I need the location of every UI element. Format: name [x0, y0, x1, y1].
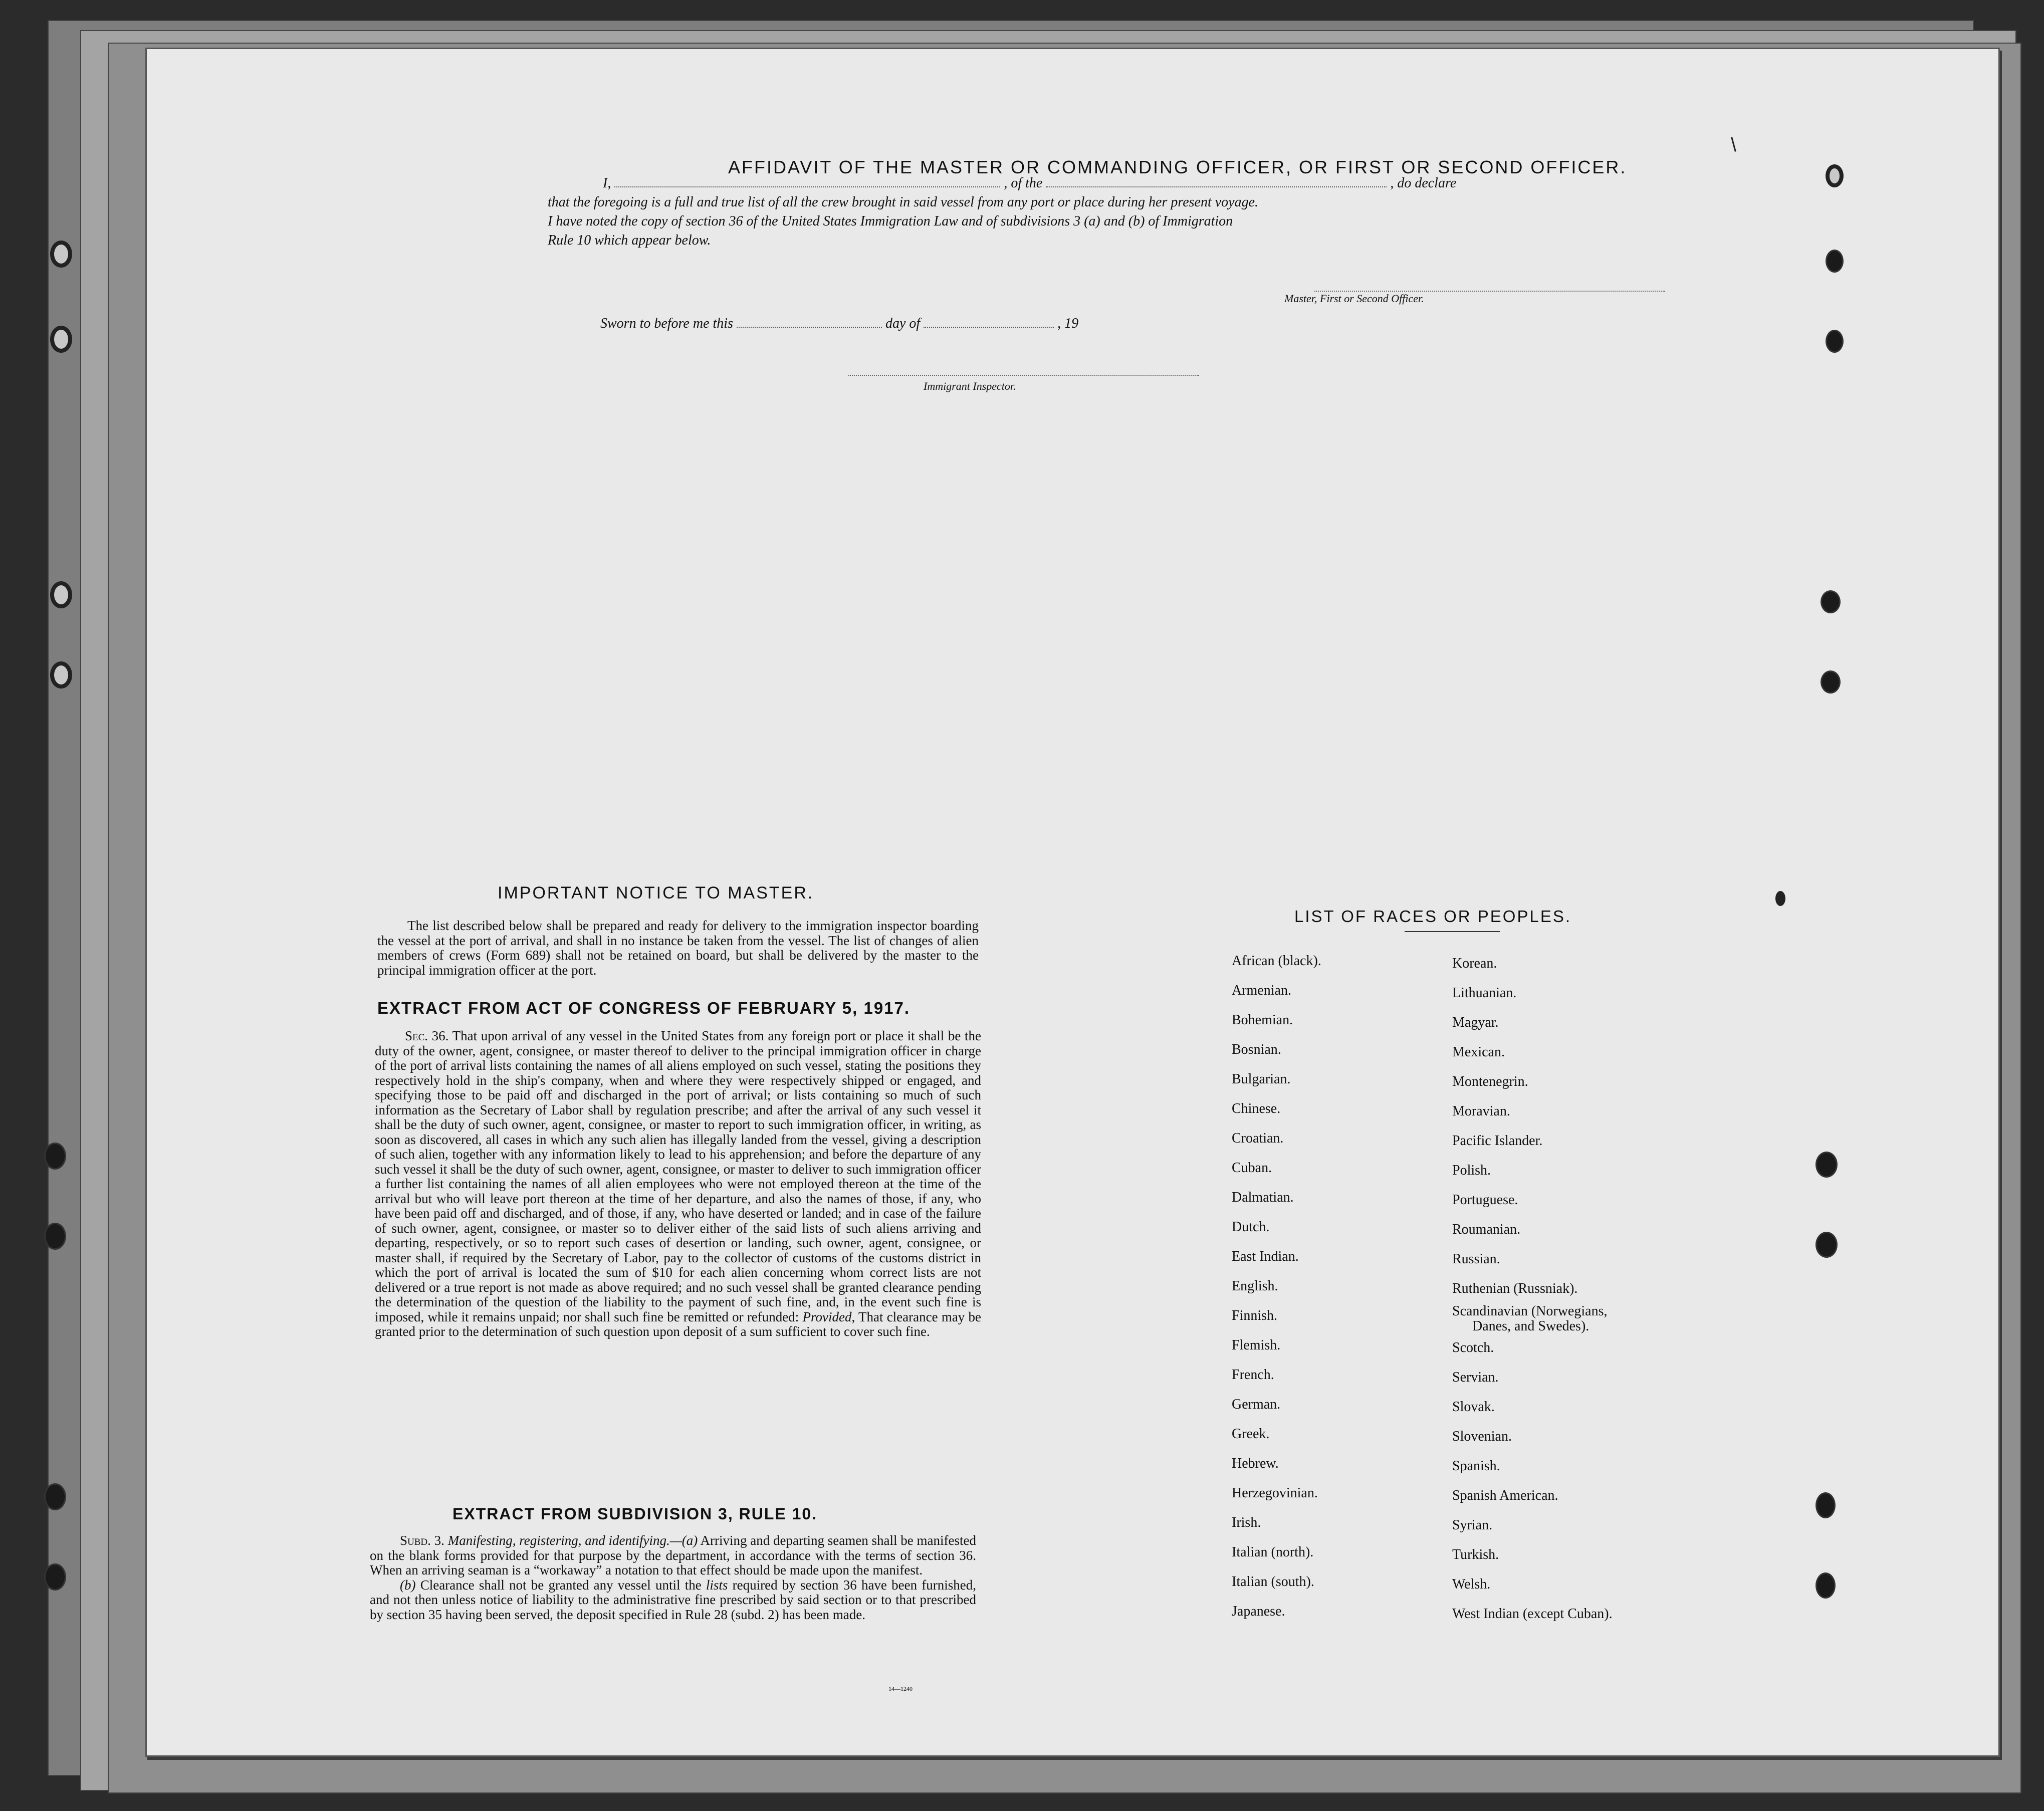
race-item: German. — [1232, 1397, 1281, 1412]
rule-body — [370, 1533, 976, 1622]
race-item: Danes, and Swedes). — [1472, 1318, 1589, 1334]
race-item: Japanese. — [1232, 1604, 1285, 1619]
race-item: Finnish. — [1232, 1308, 1278, 1323]
race-item: Roumanian. — [1452, 1222, 1521, 1237]
binder-hole — [44, 1223, 66, 1250]
race-item: Scotch. — [1452, 1340, 1494, 1355]
race-item: Slovak. — [1452, 1399, 1495, 1415]
binder-hole — [44, 1563, 66, 1591]
sworn-label: Sworn to before me this — [600, 316, 733, 331]
race-item: Russian. — [1452, 1251, 1500, 1267]
race-item: Moravian. — [1452, 1103, 1510, 1119]
race-item: Scandinavian (Norwegians, — [1452, 1303, 1608, 1319]
master-signature-line[interactable] — [1314, 281, 1665, 292]
race-item: Turkish. — [1452, 1547, 1499, 1562]
affidavit-title: AFFIDAVIT OF THE MASTER OR COMMANDING OFFICER, OR FIRST OR SECOND OFFICER. — [728, 157, 1627, 177]
race-item: East Indian. — [1232, 1249, 1299, 1264]
punch-hole — [1821, 590, 1841, 613]
races-title-underline — [1405, 931, 1500, 932]
notice-text: The list described below shall be prepared and ready for delivery to the immigration inspector boarding the vessel at the port of arrival, and shall in no instance be taken from the vessel. The list of changes of alien members of crews (Form 689) shall not be retained on board, but shall be delivered by the master to the principal immigration officer at the port. — [377, 918, 979, 978]
race-item: West Indian (except Cuban). — [1452, 1606, 1613, 1622]
act-title: EXTRACT FROM ACT OF CONGRESS OF FEBRUARY 5, 1917. — [377, 999, 911, 1017]
race-item: Herzegovinian. — [1232, 1485, 1318, 1501]
name-blank[interactable] — [614, 174, 1000, 187]
race-item: Italian (north). — [1232, 1544, 1314, 1560]
race-item: Dutch. — [1232, 1219, 1270, 1235]
race-item: African (black). — [1232, 953, 1321, 969]
race-item: Montenegrin. — [1452, 1074, 1528, 1089]
race-item: Bohemian. — [1232, 1012, 1293, 1028]
punch-hole — [1815, 1152, 1838, 1178]
race-item: Welsh. — [1452, 1576, 1491, 1592]
race-item: Spanish American. — [1452, 1488, 1558, 1503]
notice-body — [377, 919, 979, 978]
race-item: Korean. — [1452, 956, 1497, 971]
race-item: Slovenian. — [1452, 1429, 1512, 1444]
punch-hole — [1826, 330, 1844, 353]
affidavit-declare: , do declare — [1390, 175, 1457, 191]
affidavit-line-3: I have noted the copy of section 36 of the United States Immigration Law and of subdivisions 3 (a) and (b) of Immigration — [548, 213, 1233, 229]
race-item: Polish. — [1452, 1163, 1491, 1178]
race-item: Mexican. — [1452, 1044, 1505, 1060]
races-left-column — [1232, 946, 1321, 1626]
scan-mark — [1731, 137, 1736, 152]
rule-para-b-1: Clearance shall not be granted any vessel until the — [420, 1577, 702, 1593]
binder-hole — [50, 241, 72, 268]
rule-para-b-lists: lists — [706, 1577, 728, 1593]
race-item: Chinese. — [1232, 1101, 1281, 1116]
rule-para-b-2: required by section 36 have been furnished, and not then unless notice of liability to the administrative fine prescribed by said section or to that prescribed by section 35 having been served, the deposit specified in Rule 28 (subd. 2) has been made. — [370, 1577, 977, 1622]
race-item: Pacific Islander. — [1452, 1133, 1543, 1149]
race-item: French. — [1232, 1367, 1274, 1383]
affidavit-line-4: Rule 10 which appear below. — [548, 233, 711, 248]
sworn-day-blank[interactable] — [737, 315, 882, 328]
binder-hole — [44, 1143, 66, 1170]
act-text: That upon arrival of any vessel in the United States from any foreign port or place it shall be the duty of the owner, agent, consignee, or master thereof to deliver to the principal immigration officer in charge of the port of arrival lists containing the names of all aliens employed on such vessel, stating the positions they respectively hold in the ship's company, when and where they were respectively shipped or engaged, and specifying those to be paid off and discharged in the port of arrival; or lists containing so much of such information as the Secretary of Labor shall by regulation prescribe; and after the arrival of any such vessel it shall be the duty of such owner, agent, consignee, or master to report to such immigration officer, in writing, as soon as discovered, all cases in which any such alien has illegally landed from the vessel, giving a description of such alien, together with any information likely to lead to his apprehension; and before the departure of any such vessel it shall be the duty of such owner, agent, consignee, or master to deliver to such immigration officer a further list containing the names of all alien employees who were not employed thereon at the time of the arrival but who will leave port thereon at the time of her departure, and also the names of those, if any, who have been paid off and discharged, and of those, if any, who have deserted or landed; and in case of the failure of such owner, agent, consignee, or master so to deliver either of the said lists of such aliens arriving and departing, respectively, or so to report such cases of desertion or landing, such owner, agent, consignee, or master shall, if required by the Secretary of Labor, pay to the collector of customs of the customs district in which the port of arrival is located the sum of $10 for each alien concerning whom correct lists are not delivered or a true report is not made as above required; and no such vessel shall be granted clearance pending the determination of the question of the liability to the payment of such fine, and, in the event such fine is imposed, while it remains unpaid; nor shall such fine be remitted or refunded: — [375, 1028, 981, 1324]
sworn-month-blank[interactable] — [924, 315, 1054, 328]
race-item: Flemish. — [1232, 1337, 1281, 1353]
act-text-end: That clearance may be granted prior to the determination of such question upon deposit of a sum sufficient to cover such fine. — [375, 1309, 982, 1339]
rule-subd-label: Subd. 3. — [400, 1533, 444, 1548]
race-item: Bosnian. — [1232, 1042, 1281, 1057]
manifest-page — [145, 48, 2000, 1757]
affidavit-line-2: that the foregoing is a full and true list of all the crew brought in said vessel from any port or place during her present voyage. — [548, 194, 1259, 210]
race-item: Spanish. — [1452, 1458, 1500, 1474]
punch-hole — [1826, 164, 1844, 187]
sworn-line — [600, 315, 1352, 332]
race-item: Magyar. — [1452, 1015, 1499, 1030]
notice-title: IMPORTANT NOTICE TO MASTER. — [498, 883, 814, 902]
race-item: Italian (south). — [1232, 1574, 1314, 1590]
race-item: Cuban. — [1232, 1160, 1272, 1176]
inspector-signature-line[interactable] — [848, 365, 1199, 376]
race-item: Servian. — [1452, 1370, 1499, 1385]
scan-mark — [1775, 891, 1785, 906]
rule-subd-heading: Manifesting, registering, and identifying.—(a) — [447, 1533, 698, 1548]
races-title: LIST OF RACES OR PEOPLES. — [1294, 907, 1572, 926]
race-item: Croatian. — [1232, 1130, 1284, 1146]
inspector-signature-label: Immigrant Inspector. — [924, 380, 1016, 392]
form-number: 14—1240 — [888, 1685, 913, 1692]
rule-title: EXTRACT FROM SUBDIVISION 3, RULE 10. — [452, 1505, 818, 1523]
races-right-column — [1452, 949, 1613, 1629]
race-item: Greek. — [1232, 1426, 1270, 1442]
binder-hole — [50, 581, 72, 608]
punch-hole — [1826, 250, 1844, 273]
race-item: English. — [1232, 1278, 1278, 1294]
affidavit-i: I, — [603, 175, 611, 191]
race-item: Ruthenian (Russniak). — [1452, 1281, 1578, 1296]
punch-hole — [1815, 1572, 1836, 1599]
punch-hole — [1815, 1492, 1836, 1518]
rule-para-b-label: (b) — [400, 1577, 416, 1593]
act-body — [375, 1029, 981, 1339]
punch-hole — [1821, 670, 1841, 694]
race-item: Hebrew. — [1232, 1456, 1279, 1471]
binder-hole — [50, 661, 72, 689]
race-item: Irish. — [1232, 1515, 1261, 1530]
affidavit-line-1 — [603, 174, 1690, 194]
race-item: Bulgarian. — [1232, 1071, 1291, 1087]
binder-hole — [44, 1483, 66, 1510]
rule-para-a: Arriving and departing seamen shall be manifested on the blank forms provided for that purpose by the department, in accordance with the terms of section 36. When an arriving seaman is a “workaway” a notation to that effect should be made upon the manifest. — [370, 1533, 977, 1577]
act-section-label: Sec. 36. — [405, 1028, 449, 1043]
affidavit-of-the: , of the — [1004, 175, 1043, 191]
master-signature-label: Master, First or Second Officer. — [1284, 292, 1424, 305]
vessel-blank[interactable] — [1046, 174, 1387, 187]
race-item: Dalmatian. — [1232, 1190, 1294, 1205]
race-item: Lithuanian. — [1452, 985, 1517, 1001]
act-provided: Provided, — [802, 1309, 855, 1324]
race-item: Portuguese. — [1452, 1192, 1518, 1208]
race-item: Armenian. — [1232, 983, 1291, 998]
punch-hole — [1815, 1232, 1838, 1258]
day-of-label: day of — [885, 316, 921, 331]
year-label: , 19 — [1057, 316, 1079, 331]
race-item: Syrian. — [1452, 1517, 1493, 1533]
binder-hole — [50, 326, 72, 353]
